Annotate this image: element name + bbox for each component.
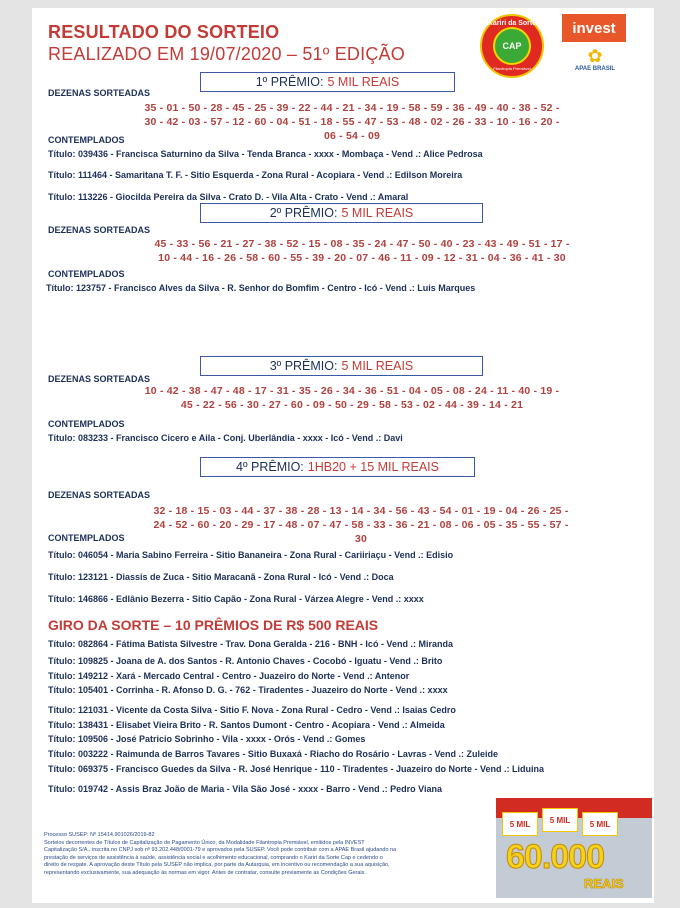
prize-1-numbers-line: 35 - 01 - 50 - 28 - 45 - 25 - 39 - 22 - 44 - 21 - 34 - 19 - 58 - 59 - 36 - 49 - 40 - 38 - 52 - <box>144 102 560 114</box>
winner-row: Título: 146866 - Edlânio Bezerra - Sitio Capão - Zona Rural - Várzea Alegre - Vend .: xxxx <box>48 594 424 604</box>
legal-footer <box>44 832 494 877</box>
prize-1-numbers <box>72 101 632 143</box>
giro-title: GIRO DA SORTE – 10 PRÊMIOS DE R$ 500 REAIS <box>48 617 379 633</box>
apae-logo-text: APAE BRASIL <box>574 66 616 72</box>
prize-3-numbers-line: 45 - 22 - 56 - 30 - 27 - 60 - 09 - 50 - 29 - 58 - 53 - 02 - 44 - 39 - 14 - 21 <box>180 399 524 411</box>
giro-row: Título: 105401 - Corrinha - R. Afonso D. G. - 762 - Tiradentes - Juazeiro do Norte - Vend .: xxxx <box>48 685 448 695</box>
prize-1-dezenas-label: DEZENAS SORTEADAS <box>48 88 151 98</box>
promo-card: 5 MIL <box>582 812 618 836</box>
footer-line: Processo SUSEP: Nº 15414.901026/2019-82 <box>44 832 155 838</box>
giro-row: Título: 082864 - Fátima Batista Silvestre - Trav. Dona Geralda - 216 - BNH - Icó - Vend .: Miranda <box>48 639 453 649</box>
prize-4-numbers <box>82 504 640 546</box>
giro-row: Título: 121031 - Vicente da Costa Silva - Sitio F. Nova - Zona Rural - Cedro - Vend .: Isaias Cedro <box>48 705 456 715</box>
prize-2-numbers-line: 10 - 44 - 16 - 26 - 58 - 60 - 55 - 39 - 20 - 07 - 46 - 11 - 09 - 12 - 31 - 04 - 36 - 41 - 30 <box>158 252 566 264</box>
prize-2-label: 2º PRÊMIO: <box>269 206 338 220</box>
footer-line: Sorteios decorrentes de Títulos de Capitalização de Pagamento Único, da Modalidade Filantropia Premiável, emitidos pela INVEST <box>44 839 365 846</box>
promo-card: 5 MIL <box>502 812 538 836</box>
prize-4-dezenas-label: DEZENAS SORTEADAS <box>48 490 151 500</box>
winner-row: Título: 123757 - Francisco Alves da Silva - R. Senhor do Bomfim - Centro - Icó - Vend .: Luis Marques <box>46 283 476 293</box>
giro-row: Título: 109506 - José Patricio Sobrinho - Vila - xxxx - Orós - Vend .: Gomes <box>48 734 366 744</box>
prize-4-contemplados-label: CONTEMPLADOS <box>48 533 125 543</box>
prize-1-numbers-line: 30 - 42 - 03 - 57 - 12 - 60 - 04 - 51 - 18 - 55 - 47 - 53 - 48 - 02 - 26 - 33 - 10 - 16 - 20 - <box>144 116 560 128</box>
flower-icon: ✿ <box>587 46 603 66</box>
prize-2-dezenas-label: DEZENAS SORTEADAS <box>48 225 151 235</box>
promo-currency: REAIS <box>584 876 624 891</box>
prize-2-numbers <box>84 237 640 265</box>
prize-4-numbers-line: 32 - 18 - 15 - 03 - 44 - 37 - 38 - 28 - 13 - 14 - 34 - 56 - 43 - 54 - 01 - 19 - 04 - 26 - 25 - <box>153 505 569 517</box>
giro-row: Título: 149212 - Xará - Mercado Central - Centro - Juazeiro do Norte - Vend .: Antenor <box>48 671 410 681</box>
prize-2-contemplados-label: CONTEMPLADOS <box>48 269 125 279</box>
prize-4-numbers-line: 30 <box>354 533 368 545</box>
invest-logo: invest <box>562 14 626 42</box>
winner-row: Título: 046054 - Maria Sabino Ferreira - Sitio Bananeira - Zona Rural - Cariiriaçu - Vend .: Edisio <box>48 550 454 560</box>
prize-4-banner <box>200 457 475 477</box>
kariri-logo-badge: CAP <box>493 27 531 65</box>
promo-banner <box>496 798 652 898</box>
footer-line: prestação de serviços de assistência à saúde, assistência social e acolhimento educacional, comprando o Kariri da Sorte Cap e cedendo o <box>44 854 383 861</box>
winner-row: Título: 083233 - Francisco Cicero e Aila - Conj. Uberlândia - xxxx - Icó - Vend .: Davi <box>48 433 403 443</box>
giro-row: Título: 019742 - Assis Braz João de Maria - Vila São José - xxxx - Barro - Vend .: Pedro Viana <box>48 784 442 794</box>
prize-3-dezenas-label: DEZENAS SORTEADAS <box>48 374 151 384</box>
prize-2-value: 5 MIL REAIS <box>341 206 414 220</box>
promo-amount: 60.000 <box>506 838 604 876</box>
prize-4-numbers-line: 24 - 52 - 60 - 20 - 29 - 17 - 48 - 07 - 47 - 58 - 33 - 36 - 21 - 08 - 06 - 05 - 35 - 55 - 57 - <box>153 519 569 531</box>
winner-row: Título: 113226 - Giocilda Pereira da Silva - Crato D. - Vila Alta - Crato - Vend .: Amaral <box>48 192 409 202</box>
prize-1-banner <box>200 72 455 92</box>
page-title: RESULTADO DO SORTEIO <box>48 22 280 42</box>
prize-4-value: 1HB20 + 15 MIL REAIS <box>307 460 439 474</box>
prize-1-numbers-line: 06 - 54 - 09 <box>323 130 381 142</box>
prize-3-numbers-line: 10 - 42 - 38 - 47 - 48 - 17 - 31 - 35 - 26 - 34 - 36 - 51 - 04 - 05 - 08 - 24 - 11 - 40 - 19 - <box>144 385 560 397</box>
footer-line: direito de resgate. A aprovação deste Título pela SUSEP não implica, por parte da Autarquia, em incentivo ou recomendação a sua aquisição, <box>44 862 390 868</box>
giro-row: Título: 069375 - Francisco Guedes da Silva - R. José Henrique - 110 - Tiradentes - Juazeiro do Norte - Vend .: Liduina <box>48 764 544 774</box>
giro-row: Título: 138431 - Elisabet Vieira Brito - R. Santos Dumont - Centro - Acopiara - Vend .: Almeida <box>48 720 445 730</box>
winner-row: Título: 111464 - Samaritana T. F. - Sitio Esquerda - Zona Rural - Acopiara - Vend .: Edilson Moreira <box>48 170 463 180</box>
giro-row: Título: 109825 - Joana de A. dos Santos - R. Antonio Chaves - Cocobó - Iguatu - Vend .: Brito <box>48 656 443 666</box>
prize-1-value: 5 MIL REAIS <box>327 75 400 89</box>
prize-2-banner <box>200 203 483 223</box>
page-subtitle: REALIZADO EM 19/07/2020 – 51º EDIÇÃO <box>48 44 405 64</box>
promo-card: 5 MIL <box>542 808 578 832</box>
prize-1-label: 1º PRÊMIO: <box>255 75 324 89</box>
giro-row: Título: 003222 - Raimunda de Barros Tavares - Sitio Buxaxá - Riacho do Rosário - Lavras - Vend .: Zuleide <box>48 749 498 759</box>
results-page <box>32 8 654 903</box>
prize-3-banner <box>200 356 483 376</box>
kariri-logo <box>480 14 544 78</box>
prize-1-contemplados-label: CONTEMPLADOS <box>48 135 125 145</box>
footer-line: representando exclusivamente, sua adequação às normas em vigor. Antes de contratar, consulte previamente as Condições Gerais. <box>44 869 366 876</box>
kariri-logo-title: Kariri da Sorte <box>487 20 537 27</box>
prize-3-value: 5 MIL REAIS <box>341 359 414 373</box>
kariri-logo-caption: Filantropia Premiável <box>493 66 531 71</box>
prize-3-numbers <box>72 384 632 412</box>
winner-row: Título: 123121 - Diassis de Zuca - Sitio Maracanã - Zona Rural - Icó - Vend .: Doca <box>48 572 394 582</box>
prize-4-label: 4º PRÊMIO: <box>236 460 304 474</box>
prize-3-label: 3º PRÊMIO: <box>269 359 338 373</box>
footer-line: Capitalização S/A., inscrita no CNPJ sob nº 93.202.448/0001-79 e aprovados pela SUSEP. Você pode contribuir com a APAE Brasil ajudando na <box>44 847 397 853</box>
apae-logo <box>570 46 620 80</box>
winner-row: Título: 039436 - Francisca Saturnino da Silva - Tenda Branca - xxxx - Mombaça - Vend .: Alice Pedrosa <box>48 149 483 159</box>
prize-2-numbers-line: 45 - 33 - 56 - 21 - 27 - 38 - 52 - 15 - 08 - 35 - 24 - 47 - 50 - 40 - 23 - 43 - 49 - 51 - 17 - <box>154 238 570 250</box>
prize-3-contemplados-label: CONTEMPLADOS <box>48 419 125 429</box>
